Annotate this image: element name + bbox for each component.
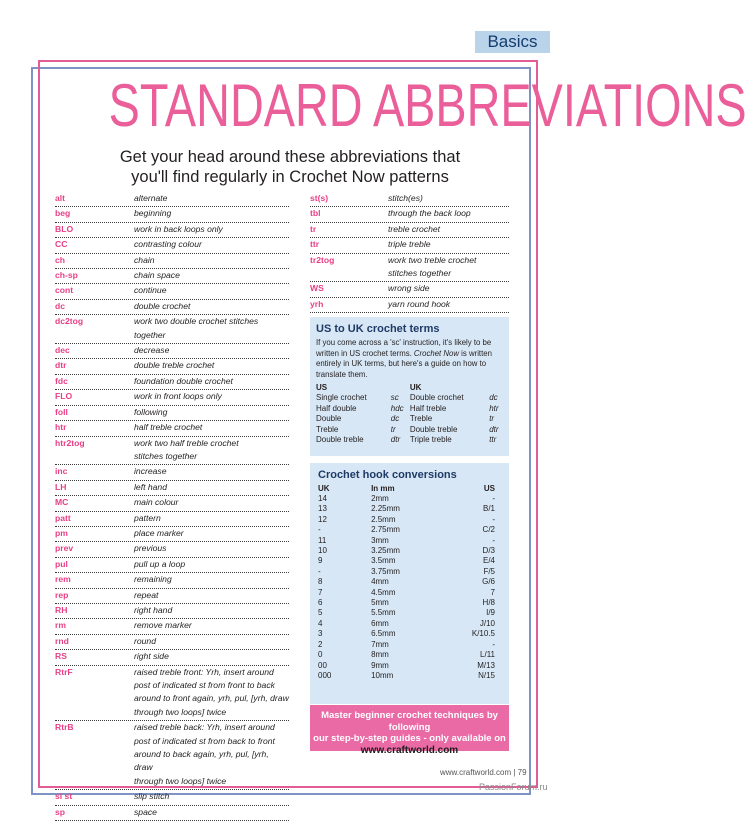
- hook-row: [318, 494, 501, 504]
- abbreviation-row: [55, 375, 289, 390]
- hook-us: B/1: [482, 504, 495, 514]
- hook-uk: 12: [318, 514, 327, 524]
- abbreviation-row: [55, 481, 289, 496]
- abbreviation-term: dtr: [55, 360, 67, 371]
- uk-term: Half treble: [409, 403, 447, 413]
- promo-line-1: Master beginner crochet techniques by following: [321, 710, 498, 733]
- abbreviation-definition: [134, 650, 289, 664]
- abbreviation-row: [55, 527, 289, 542]
- hook-us: L/11: [480, 650, 495, 660]
- abbreviation-row: [55, 421, 289, 436]
- abbreviation-definition: [388, 192, 509, 206]
- abbreviation-term: LH: [55, 481, 67, 492]
- abbreviation-row: [55, 390, 289, 405]
- abbreviations-left-column: [55, 192, 289, 821]
- definition-line: right hand: [134, 604, 173, 615]
- definition-line: work two treble crochet: [388, 254, 477, 265]
- abbreviation-row: [55, 619, 289, 634]
- abbreviation-row: [55, 604, 289, 619]
- hook-uk: 000: [318, 670, 332, 680]
- abbreviation-definition: [134, 806, 289, 820]
- us-uk-terms-table: [316, 383, 503, 446]
- abbreviation-definition: [134, 481, 289, 495]
- definition-line: half treble crochet: [134, 422, 203, 433]
- definition-line: increase: [134, 466, 167, 477]
- abbreviations-right-column: [310, 192, 509, 313]
- hook-uk: 6: [318, 598, 323, 608]
- abbreviation-row: [55, 635, 289, 650]
- abbreviation-term: tr: [310, 223, 317, 234]
- abbreviation-definition: [134, 300, 289, 314]
- hook-conversions-table: [318, 484, 501, 681]
- hook-us: C/2: [482, 525, 495, 535]
- abbreviation-term: sp: [55, 806, 66, 817]
- abbreviation-term: pul: [55, 558, 68, 569]
- abbreviation-definition: [134, 527, 289, 541]
- hook-us: -: [492, 535, 495, 545]
- hook-mm: 3.25mm: [371, 546, 400, 556]
- definition-line: following: [134, 406, 168, 417]
- hook-us: -: [492, 639, 495, 649]
- hook-row: [318, 588, 501, 598]
- abbreviation-term: rep: [55, 589, 69, 600]
- abbreviation-term: rnd: [55, 635, 69, 646]
- watermark: PassionForum.ru: [479, 782, 548, 792]
- uk-abbr: htr: [489, 403, 499, 413]
- page-footer: [440, 768, 527, 777]
- promo-line-2: our step-by-step guides - only available on: [313, 733, 506, 744]
- definition-line: space: [134, 806, 157, 817]
- us-term: Single crochet: [316, 393, 367, 402]
- abbreviation-row: [310, 223, 509, 238]
- abbreviation-row: [55, 542, 289, 557]
- hook-uk: 0: [318, 650, 323, 660]
- definition-line: raised treble front: Yrh, insert around: [134, 666, 274, 677]
- definition-line: slip stitch: [134, 791, 170, 802]
- hook-mm: 9mm: [371, 660, 389, 670]
- abbreviation-row: [55, 666, 289, 722]
- abbreviation-term: RS: [55, 651, 67, 662]
- abbreviation-term: foll: [55, 406, 68, 417]
- abbreviation-definition: [388, 254, 509, 282]
- abbreviation-definition: [134, 790, 289, 804]
- abbreviation-row: [55, 406, 289, 421]
- definition-line: remove marker: [134, 620, 192, 631]
- uk-term: Double crochet: [409, 393, 464, 402]
- abbreviation-term: inc: [55, 466, 68, 477]
- abbreviation-term: tr2tog: [310, 254, 335, 265]
- hook-row: [318, 567, 501, 577]
- hook-mm: 6mm: [371, 618, 389, 628]
- abbreviation-row: [310, 254, 509, 283]
- definition-line: stitches together: [134, 450, 198, 461]
- abbreviation-term: alt: [55, 193, 66, 203]
- page-title: STANDARD ABBREVIATIONS: [108, 72, 747, 139]
- us-term: Double treble: [316, 435, 364, 444]
- hook-uk: 7: [318, 587, 323, 597]
- abbreviation-row: [55, 269, 289, 284]
- hook-row: [318, 546, 501, 556]
- hook-us: 7: [490, 587, 495, 597]
- abbreviation-term: patt: [55, 512, 71, 523]
- hook-mm: 2.75mm: [371, 525, 400, 535]
- intro-magazine-name: Crochet Now: [413, 348, 459, 358]
- term-row: [316, 425, 503, 436]
- abbreviation-definition: [134, 421, 289, 435]
- hook-us: -: [492, 514, 495, 524]
- hook-mm: 10mm: [371, 670, 394, 680]
- abbreviation-definition: [134, 604, 289, 618]
- definition-line: repeat: [134, 589, 159, 600]
- abbreviation-definition: [134, 635, 289, 649]
- definition-line: decrease: [134, 345, 170, 356]
- abbreviation-definition: [134, 192, 289, 206]
- subtitle-line-2: you'll find regularly in Crochet Now patterns: [131, 168, 449, 186]
- definition-line: round: [134, 635, 156, 646]
- abbreviation-row: [55, 300, 289, 315]
- definition-line: remaining: [134, 574, 172, 585]
- abbreviation-term: cont: [55, 285, 74, 296]
- definition-line: treble crochet: [388, 223, 441, 234]
- hook-row: [318, 619, 501, 629]
- abbreviation-row: [55, 790, 289, 805]
- definition-line: post of indicated st from back to front: [134, 735, 275, 746]
- uk-abbr: dc: [489, 393, 498, 402]
- hook-uk: 9: [318, 556, 323, 566]
- hook-us: G/6: [482, 577, 495, 587]
- us-term: Double: [316, 414, 342, 423]
- abbreviation-definition: [134, 269, 289, 283]
- us-term: Half double: [316, 403, 357, 413]
- definition-line: chain space: [134, 270, 180, 281]
- hook-conversions-title: Crochet hook conversions: [318, 469, 457, 481]
- abbreviation-definition: [134, 542, 289, 556]
- abbreviation-term: RtrF: [55, 666, 73, 677]
- hook-uk: -: [318, 525, 321, 535]
- hook-mm: 8mm: [371, 650, 389, 660]
- term-row: [316, 435, 503, 446]
- hook-row: [318, 608, 501, 618]
- us-abbr: dtr: [390, 435, 401, 444]
- hook-uk: 8: [318, 577, 323, 587]
- definition-line: beginning: [134, 208, 172, 219]
- abbreviation-term: ch: [55, 254, 66, 265]
- hook-mm: 4.5mm: [371, 587, 396, 597]
- hook-header-us: US: [483, 484, 495, 493]
- abbreviation-term: dc: [55, 300, 66, 311]
- hook-row: [318, 598, 501, 608]
- promo-link[interactable]: www.craftworld.com: [360, 744, 459, 756]
- hook-uk: 00: [318, 660, 327, 670]
- hook-row: [318, 671, 501, 681]
- hook-us: -: [492, 494, 495, 503]
- abbreviation-definition: [134, 344, 289, 358]
- abbreviation-term: beg: [55, 208, 71, 219]
- abbreviation-term: pm: [55, 527, 68, 538]
- abbreviation-row: [55, 721, 289, 790]
- abbreviation-row: [55, 589, 289, 604]
- hook-uk: 13: [318, 504, 327, 514]
- definition-line: post of indicated st from front to back: [134, 680, 275, 690]
- abbreviation-term: dc2tog: [55, 316, 84, 327]
- hook-us: H/8: [482, 598, 495, 608]
- hook-mm: 6.5mm: [371, 629, 396, 639]
- definition-line: alternate: [134, 193, 168, 203]
- hook-header-mm: In mm: [371, 484, 395, 493]
- page-number: 79: [517, 768, 527, 777]
- abbreviation-term: tbl: [310, 208, 321, 219]
- definition-line: continue: [134, 285, 167, 296]
- abbreviation-definition: [134, 465, 289, 479]
- abbreviation-term: rem: [55, 574, 71, 585]
- abbreviation-definition: [134, 437, 289, 465]
- abbreviation-row: [55, 359, 289, 374]
- hook-row: [318, 640, 501, 650]
- definition-line: work in back loops only: [134, 223, 223, 234]
- abbreviation-definition: [388, 238, 509, 252]
- abbreviation-row: [55, 496, 289, 511]
- abbreviation-row: [310, 298, 509, 313]
- definition-line: through two loops] twice: [134, 706, 227, 717]
- abbreviation-definition: [134, 223, 289, 237]
- abbreviation-definition: [134, 207, 289, 221]
- abbreviation-definition: [134, 406, 289, 420]
- abbreviation-row: [55, 238, 289, 253]
- us-term: Treble: [316, 424, 339, 434]
- us-abbr: dc: [390, 414, 400, 423]
- definition-line: triple treble: [388, 239, 431, 250]
- uk-term: Double treble: [409, 424, 458, 434]
- definition-line: stitches together: [388, 268, 452, 279]
- definition-line: left hand: [134, 481, 167, 492]
- hook-us: E/4: [482, 556, 495, 566]
- hook-mm: 5mm: [371, 598, 389, 608]
- abbreviation-row: [55, 315, 289, 344]
- hook-us: D/3: [482, 546, 495, 556]
- hook-mm: 4mm: [371, 577, 389, 587]
- definition-line: previous: [134, 543, 167, 554]
- hook-mm: 2mm: [371, 494, 389, 503]
- definition-line: stitch(es): [388, 193, 423, 203]
- definition-line: work two half treble crochet: [134, 437, 239, 448]
- definition-line: place marker: [134, 527, 184, 538]
- abbreviation-row: [310, 192, 509, 207]
- definition-line: chain: [134, 254, 155, 265]
- definition-line: contrasting colour: [134, 239, 202, 250]
- definition-line: foundation double crochet: [134, 375, 233, 386]
- term-row: [316, 414, 503, 425]
- abbreviation-term: CC: [55, 239, 68, 250]
- abbreviation-term: sl st: [55, 791, 73, 802]
- definition-line: double crochet: [134, 300, 191, 311]
- abbreviation-term: ch-sp: [55, 270, 78, 281]
- uk-header: UK: [409, 383, 422, 392]
- abbreviation-row: [310, 207, 509, 222]
- hook-uk: 11: [318, 535, 327, 545]
- us-uk-terms-intro: [316, 338, 503, 380]
- abbreviation-definition: [134, 558, 289, 572]
- footer-site[interactable]: www.craftworld.com: [440, 768, 512, 777]
- hook-mm: 3mm: [371, 535, 389, 545]
- abbreviation-definition: [134, 589, 289, 603]
- definition-line: pull up a loop: [134, 558, 186, 569]
- abbreviation-row: [55, 223, 289, 238]
- us-header: US: [316, 383, 328, 392]
- abbreviation-definition: [134, 666, 289, 721]
- hook-mm: 3.75mm: [371, 566, 400, 576]
- abbreviation-row: [310, 238, 509, 253]
- abbreviation-term: prev: [55, 543, 74, 554]
- definition-line: work in front loops only: [134, 391, 222, 402]
- abbreviation-term: FLO: [55, 391, 73, 402]
- footer-separator: |: [513, 768, 516, 777]
- abbreviation-term: RH: [55, 604, 68, 615]
- abbreviation-definition: [134, 496, 289, 510]
- abbreviation-definition: [134, 390, 289, 404]
- abbreviation-term: st(s): [310, 193, 329, 203]
- hook-row: [318, 577, 501, 587]
- definition-line: raised treble back: Yrh, insert around: [134, 722, 275, 733]
- abbreviation-term: fdc: [55, 375, 68, 386]
- definition-line: through two loops] twice: [134, 775, 227, 786]
- abbreviation-definition: [134, 315, 289, 343]
- abbreviation-definition: [134, 619, 289, 633]
- abbreviation-definition: [388, 298, 509, 312]
- abbreviation-term: yrh: [310, 298, 324, 309]
- hook-row: [318, 661, 501, 671]
- abbreviation-row: [55, 254, 289, 269]
- abbreviation-row: [55, 207, 289, 222]
- hook-row: [318, 536, 501, 546]
- uk-term: Treble: [409, 414, 433, 423]
- abbreviation-term: BLO: [55, 223, 74, 234]
- hook-us: J/10: [479, 618, 495, 628]
- hook-header-uk: UK: [318, 484, 330, 493]
- abbreviation-term: MC: [55, 497, 69, 508]
- abbreviation-definition: [134, 721, 289, 789]
- abbreviation-term: ttr: [310, 239, 320, 250]
- abbreviation-definition: [134, 573, 289, 587]
- abbreviation-definition: [134, 375, 289, 389]
- definition-line: double treble crochet: [134, 360, 215, 371]
- us-uk-terms-title: US to UK crochet terms: [316, 323, 440, 335]
- abbreviation-row: [55, 558, 289, 573]
- hook-mm: 5.5mm: [371, 608, 396, 618]
- abbreviation-row: [55, 344, 289, 359]
- hook-us: F/5: [483, 566, 495, 576]
- abbreviation-term: dec: [55, 345, 70, 356]
- abbreviation-row: [55, 573, 289, 588]
- section-tab: Basics: [475, 31, 550, 53]
- definition-line: yarn round hook: [388, 298, 451, 309]
- definition-line: wrong side: [388, 283, 430, 294]
- abbreviation-row: [310, 282, 509, 297]
- hook-us: M/13: [477, 660, 495, 670]
- us-abbr: sc: [390, 393, 399, 402]
- definition-line: around to front again, yrh, pul, [yrh, draw: [134, 693, 289, 704]
- abbreviation-definition: [134, 238, 289, 252]
- intro-text-a: If you come across a 'sc' instruction, it's likely to be written in US crochet terms.: [316, 338, 492, 358]
- hook-row: [318, 504, 501, 514]
- hook-row: [318, 515, 501, 525]
- abbreviation-definition: [388, 282, 509, 296]
- abbreviation-definition: [388, 223, 509, 237]
- abbreviation-row: [55, 284, 289, 299]
- term-row: [316, 393, 503, 404]
- abbreviation-definition: [134, 254, 289, 268]
- abbreviation-term: RtrB: [55, 722, 74, 733]
- hook-mm: 3.5mm: [371, 556, 396, 566]
- hook-row: [318, 650, 501, 660]
- hook-us: I/9: [486, 608, 495, 618]
- abbreviation-row: [55, 512, 289, 527]
- hook-row: [318, 525, 501, 535]
- definition-line: around to back again, yrh, pul, [yrh, draw: [134, 749, 269, 773]
- page-subtitle: [60, 147, 520, 187]
- definition-line: right side: [134, 651, 169, 662]
- abbreviation-term: htr: [55, 422, 67, 433]
- hook-uk: 3: [318, 629, 323, 639]
- definition-line: main colour: [134, 497, 179, 508]
- us-abbr: hdc: [390, 403, 404, 413]
- uk-abbr: ttr: [489, 435, 497, 444]
- abbreviation-term: rm: [55, 620, 66, 631]
- abbreviation-row: [55, 650, 289, 665]
- abbreviation-row: [55, 437, 289, 466]
- subtitle-line-1: Get your head around these abbreviations that: [119, 148, 461, 166]
- hook-uk: -: [318, 566, 321, 576]
- us-abbr: tr: [390, 424, 396, 434]
- abbreviation-term: WS: [310, 283, 324, 294]
- uk-abbr: tr: [489, 414, 495, 423]
- abbreviation-definition: [388, 207, 509, 221]
- hook-us: K/10.5: [471, 629, 495, 639]
- intro-text-b: is written entirely in UK terms, but here's a guide on how to translate them.: [316, 348, 492, 379]
- hook-uk: 14: [318, 494, 327, 503]
- abbreviation-row: [55, 192, 289, 207]
- abbreviation-definition: [134, 359, 289, 373]
- hook-us: N/15: [478, 670, 495, 680]
- hook-mm: 2.5mm: [371, 514, 396, 524]
- hook-row: [318, 629, 501, 639]
- abbreviation-row: [55, 806, 289, 821]
- term-row: [316, 404, 503, 415]
- hook-uk: 4: [318, 618, 323, 628]
- hook-conversions-box: [310, 463, 509, 704]
- hook-uk: 5: [318, 608, 323, 618]
- definition-line: through the back loop: [388, 208, 471, 219]
- uk-term: Triple treble: [409, 435, 452, 444]
- abbreviation-term: htr2tog: [55, 437, 85, 448]
- us-uk-terms-box: [310, 317, 509, 456]
- definition-line: pattern: [134, 512, 161, 523]
- abbreviation-definition: [134, 512, 289, 526]
- promo-banner: [310, 705, 509, 756]
- hook-row: [318, 556, 501, 566]
- definition-line: work two double crochet stitches together: [134, 316, 259, 340]
- hook-mm: 7mm: [371, 639, 389, 649]
- uk-abbr: dtr: [489, 424, 499, 434]
- abbreviation-definition: [134, 284, 289, 298]
- hook-mm: 2.25mm: [371, 504, 400, 514]
- hook-uk: 10: [318, 546, 327, 556]
- abbreviation-row: [55, 465, 289, 480]
- hook-uk: 2: [318, 639, 323, 649]
